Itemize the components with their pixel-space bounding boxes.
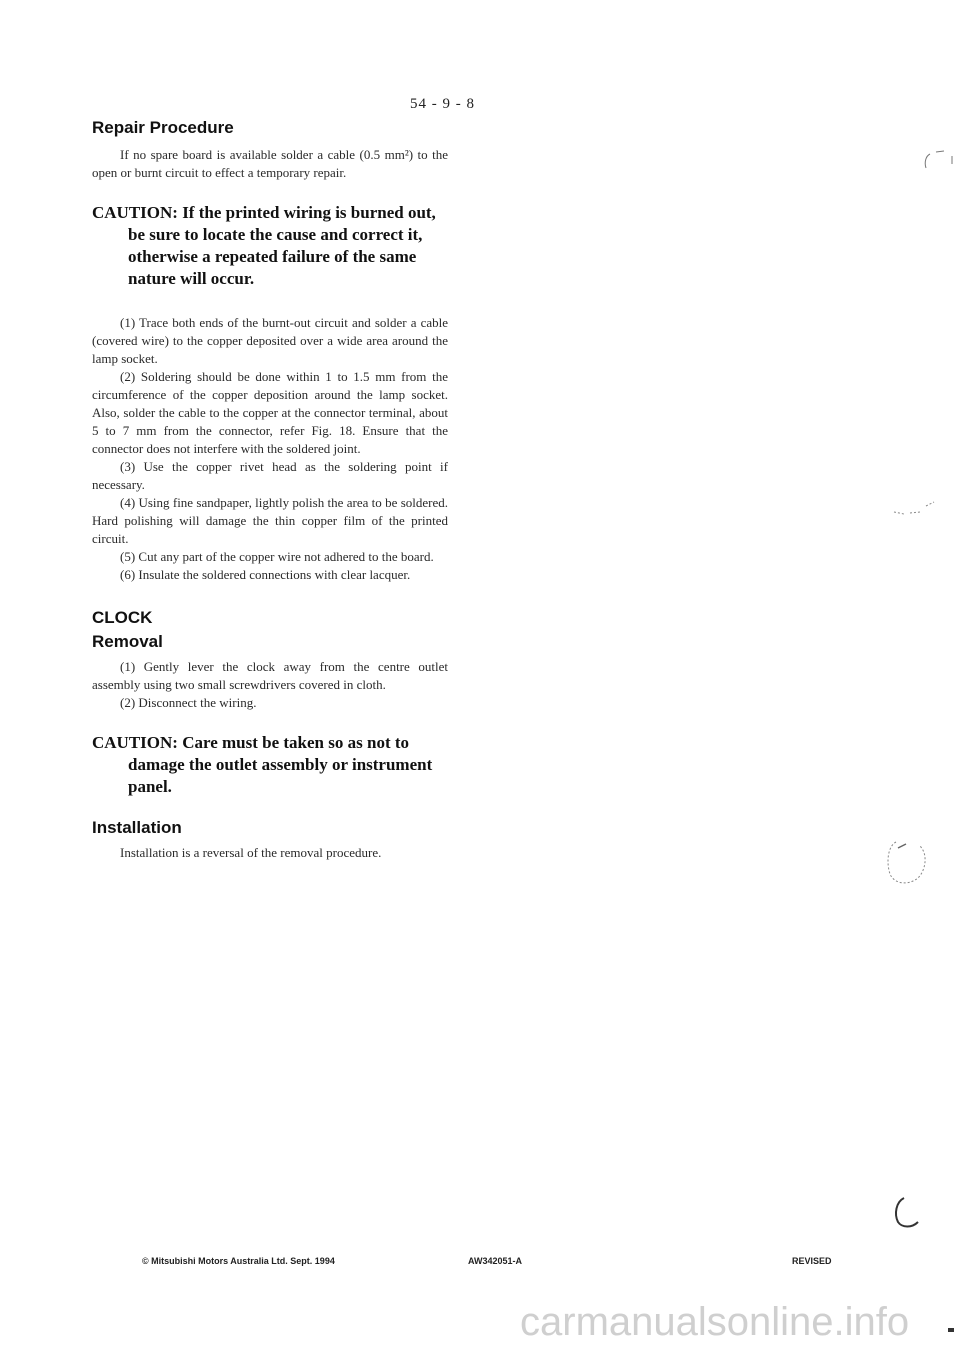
page-number: 54 - 9 - 8 bbox=[410, 96, 475, 112]
repair-step: (2) Soldering should be done within 1 to 1.5 mm from the circumference of the copper deposition around the lamp socket. Also, solder the cable to the copper at the connector terminal, about 5 to 7 mm from the connector, refer Fig. 18. Ensure that the connector does not interfere with the soldered joint. bbox=[92, 369, 448, 456]
footer-copyright: © Mitsubishi Motors Australia Ltd. Sept. 1994 bbox=[142, 1256, 335, 1266]
removal-heading: Removal bbox=[92, 632, 163, 651]
removal-steps bbox=[92, 658, 448, 712]
repair-intro: If no spare board is available solder a cable (0.5 mm²) to the open or burnt circuit to effect a temporary repair. bbox=[92, 147, 448, 180]
removal-step: (2) Disconnect the wiring. bbox=[120, 695, 257, 710]
margin-scan-mark-icon bbox=[890, 498, 940, 520]
installation-text: Installation is a reversal of the removal procedure. bbox=[120, 845, 382, 860]
clock-heading: CLOCK bbox=[92, 608, 153, 627]
repair-step: (4) Using fine sandpaper, lightly polish the area to be soldered. Hard polishing will damage the thin copper film of the printed circuit. bbox=[92, 495, 448, 546]
repair-step: (1) Trace both ends of the burnt-out circuit and solder a cable (covered wire) to the copper deposited over a wide area around the lamp socket. bbox=[92, 315, 448, 366]
corner-mark bbox=[948, 1328, 954, 1332]
repair-caution: CAUTION: If the printed wiring is burned out, be sure to locate the cause and correct it, otherwise a repeated failure of the same nature will occur. bbox=[92, 203, 436, 288]
repair-step: (6) Insulate the soldered connections with clear lacquer. bbox=[120, 567, 411, 582]
repair-step: (3) Use the copper rivet head as the soldering point if necessary. bbox=[92, 459, 448, 492]
content-column bbox=[92, 118, 448, 862]
repair-procedure-heading: Repair Procedure bbox=[92, 118, 234, 137]
installation-heading: Installation bbox=[92, 818, 182, 837]
margin-scan-mark-icon bbox=[868, 834, 938, 890]
footer-status: REVISED bbox=[792, 1256, 832, 1266]
repair-steps bbox=[92, 314, 448, 584]
clock-caution: CAUTION: Care must be taken so as not to damage the outlet assembly or instrument panel. bbox=[92, 733, 433, 796]
margin-scan-mark-icon bbox=[888, 1194, 928, 1232]
footer-doc-code: AW342051-A bbox=[468, 1256, 523, 1266]
removal-step: (1) Gently lever the clock away from the centre outlet assembly using two small screwdrivers covered in cloth. bbox=[92, 659, 448, 692]
margin-scan-mark-icon bbox=[918, 148, 958, 172]
repair-step: (5) Cut any part of the copper wire not adhered to the board. bbox=[120, 549, 434, 564]
watermark-text: carmanualsonline.info bbox=[520, 1300, 910, 1344]
